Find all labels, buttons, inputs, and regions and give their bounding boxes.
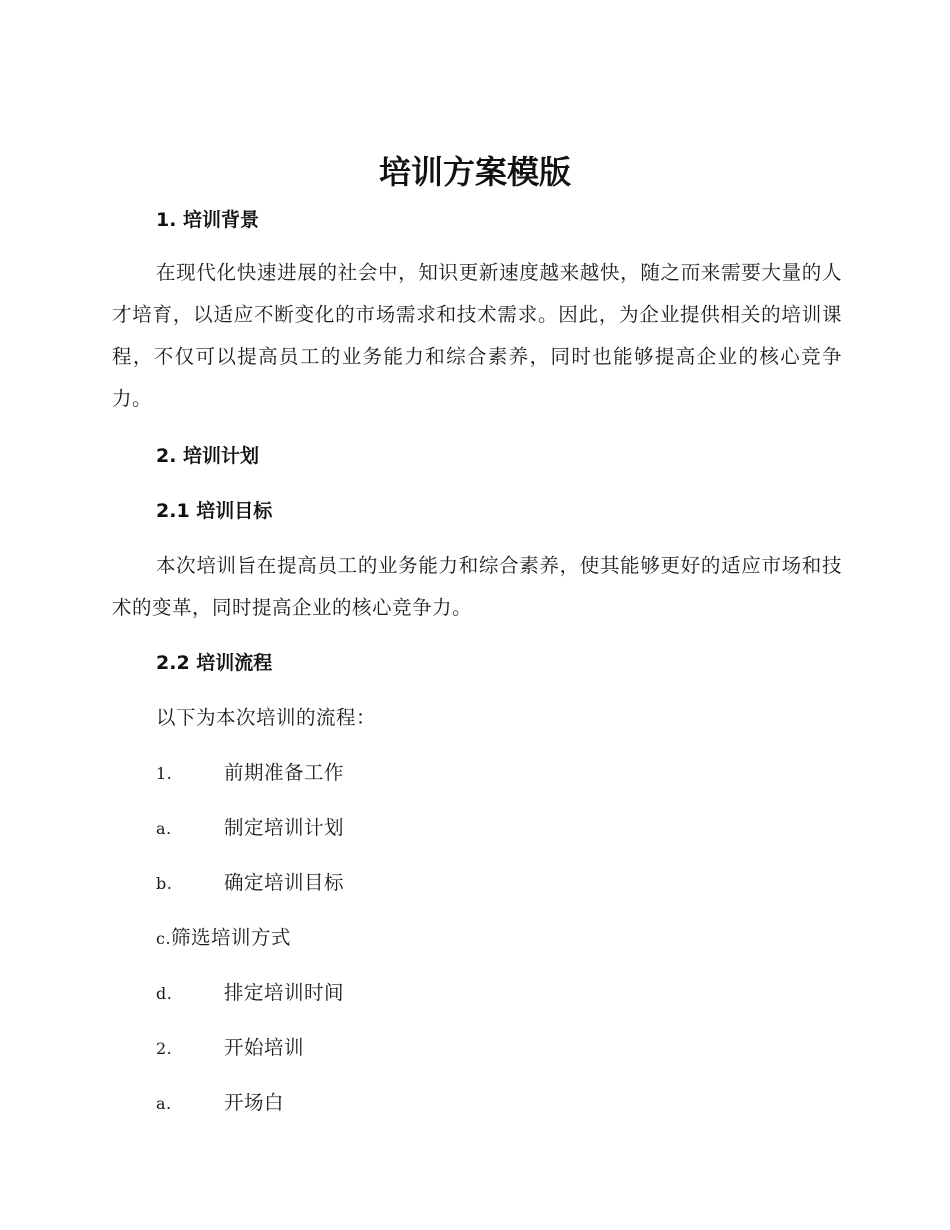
list-marker: a. bbox=[156, 1094, 172, 1113]
list-marker: c. bbox=[156, 929, 172, 948]
list-item bbox=[156, 924, 291, 952]
list-marker: 1. bbox=[156, 764, 173, 783]
section-heading-plan: 2. 培训计划 bbox=[156, 445, 260, 467]
list-marker: b. bbox=[156, 874, 173, 893]
list-text: 开场白 bbox=[224, 1091, 285, 1114]
section-body-goals: 本次培训旨在提高员工的业务能力和综合素养，使其能够更好的适应市场和技术的变革，同时提高企业的核心竞争力。 bbox=[112, 554, 842, 619]
list-text: 确定培训目标 bbox=[224, 871, 345, 894]
section-body-background: 在现代化快速进展的社会中，知识更新速度越来越快，随之而来需要大量的人才培育，以适应不断变化的市场需求和技术需求。因此，为企业提供相关的培训课程，不仅可以提高员工的业务能力和综合素养，同时也能够提高企业的核心竞争力。 bbox=[112, 261, 842, 410]
section-heading-goals: 2.1 培训目标 bbox=[156, 500, 273, 522]
list-item bbox=[156, 1034, 304, 1062]
document-title: 培训方案模版 bbox=[378, 153, 571, 191]
list-item bbox=[156, 869, 344, 897]
list-text: 前期准备工作 bbox=[224, 761, 345, 784]
list-marker: d. bbox=[156, 984, 173, 1003]
list-text: 制定培训计划 bbox=[224, 816, 345, 839]
list-text: 排定培训时间 bbox=[224, 981, 345, 1004]
section-heading-background: 1. 培训背景 bbox=[156, 209, 260, 231]
list-item bbox=[156, 814, 344, 842]
list-item bbox=[156, 979, 344, 1007]
list-marker: a. bbox=[156, 819, 172, 838]
list-item bbox=[156, 759, 344, 787]
section-heading-process: 2.2 培训流程 bbox=[156, 652, 273, 674]
list-text: 开始培训 bbox=[224, 1036, 305, 1059]
list-text: 筛选培训方式 bbox=[171, 926, 292, 949]
list-marker: 2. bbox=[156, 1039, 173, 1058]
list-item bbox=[156, 1089, 284, 1117]
process-intro: 以下为本次培训的流程： bbox=[156, 706, 377, 729]
